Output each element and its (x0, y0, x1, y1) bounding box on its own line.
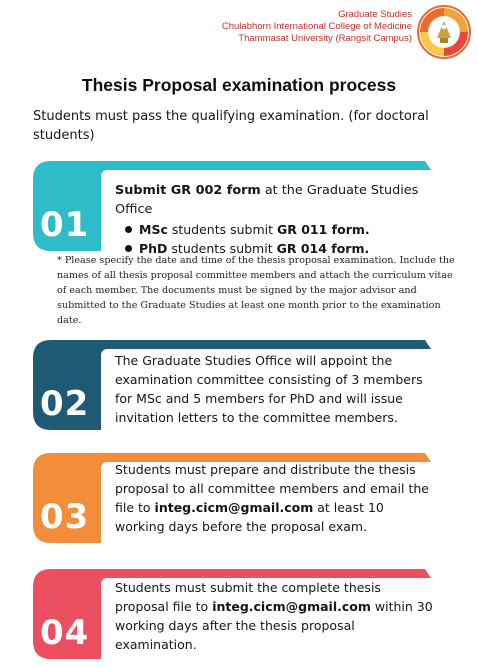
institution-header (222, 9, 412, 45)
intro-text: Students must pass the qualifying examination. (for doctoral students) (33, 109, 429, 143)
bullet-msc (115, 220, 435, 239)
page-title: Thesis Proposal examination process (81, 75, 397, 95)
step-03-number: 03 (40, 497, 90, 537)
step-03 (33, 453, 431, 543)
step-04-text (115, 578, 435, 654)
step-03-text (115, 460, 435, 536)
step-04-email: integ.cicm@gmail.com (212, 599, 371, 614)
step-02 (33, 340, 431, 430)
college-logo-icon (416, 4, 472, 60)
step-04 (33, 569, 431, 659)
step-04-text-a: Students must submit the complete thesis proposal file to (115, 580, 381, 614)
step-01 (33, 161, 431, 256)
step-02-text: The Graduate Studies Office will appoint the examination committee consisting of 3 members for MSc and 5 members for PhD and will issue invitation letters to the committee members. (115, 353, 423, 425)
step-02-number: 02 (40, 384, 90, 424)
bullet-msc-degree: MSc (139, 222, 168, 237)
header-line-graduate-studies: Graduate Studies (338, 9, 412, 20)
step-01-heading (115, 181, 435, 219)
bullet-phd-text: students submit (167, 241, 277, 256)
step-01-text (115, 181, 435, 258)
step-03-text-b: at least 10 working days before the proposal exam. (115, 500, 384, 534)
step-03-text-a: Students must prepare and distribute the thesis proposal to all committee members and email the file to (115, 462, 429, 515)
bullet-msc-text: students submit (167, 222, 277, 237)
step-04-number: 04 (40, 613, 90, 653)
step-03-email: integ.cicm@gmail.com (154, 500, 314, 515)
bullet-phd-degree: PhD (139, 241, 168, 256)
step-04-text-b: within 30 working days after the thesis proposal examination. (115, 599, 433, 652)
bullet-msc-form: GR 011 form. (277, 222, 370, 237)
bullet-phd-form: GR 014 form. (276, 241, 370, 256)
step-01-number: 01 (40, 205, 90, 245)
header-line-university: Thammasat University (Rangsit Campus) (238, 33, 412, 44)
step-01-footnote: * Please specify the date and time of the thesis proposal examination. Include the names of all thesis proposal committee members and attach the curriculum vitae of each member. The documents must be signed by the major advisor and submitted to the Graduate Studies at least one month prior to the examination date. (57, 255, 455, 326)
step-01-heading-bold: Submit GR 002 form (115, 183, 261, 198)
step-01-heading-rest: at the Graduate Studies Office (115, 183, 419, 217)
header-line-college: Chulabhorn International College of Medicine (221, 21, 412, 32)
